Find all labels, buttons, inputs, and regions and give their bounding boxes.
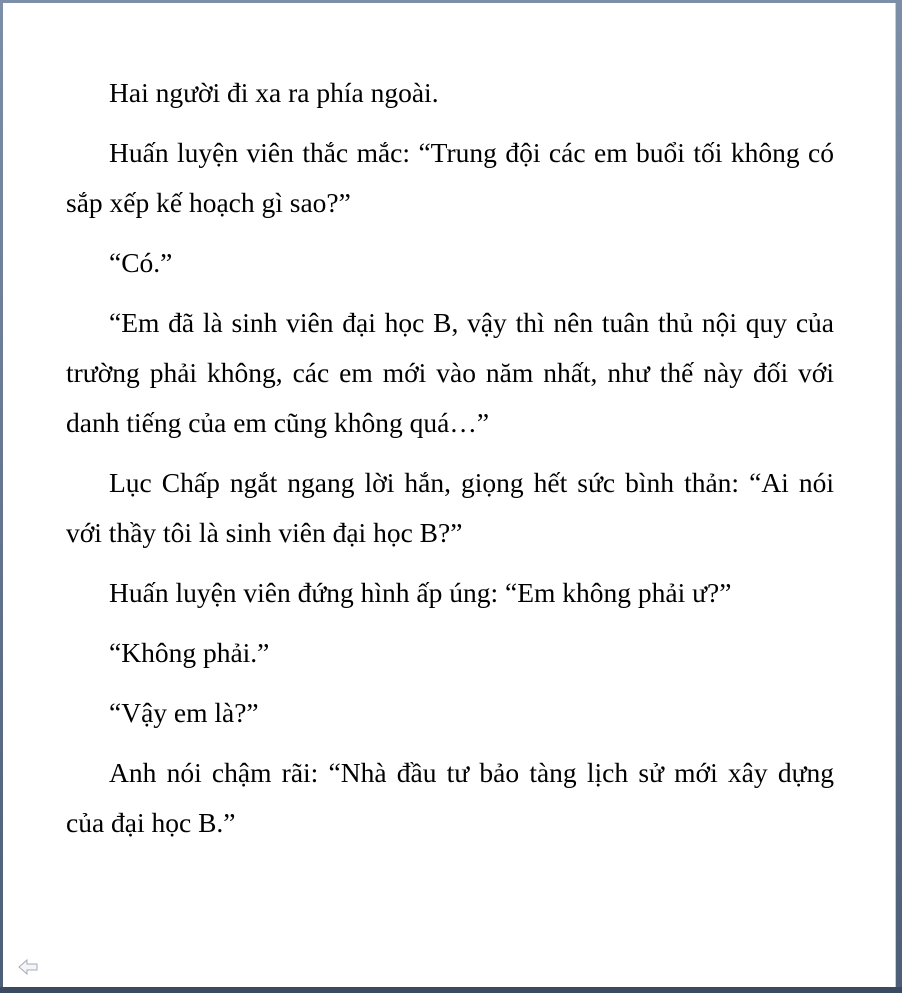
document-page — [3, 3, 896, 987]
paragraph: “Có.” — [109, 247, 173, 278]
document-body — [66, 68, 834, 858]
paragraph: Hai người đi xa ra phía ngoài. — [109, 77, 439, 108]
window-bottom-border — [0, 987, 902, 993]
paragraph: Huấn luyện viên thắc mắc: “Trung đội các em buổi tối không có sắp xếp kế hoạch gì sao?” — [66, 137, 834, 218]
paragraph: “Không phải.” — [109, 637, 270, 668]
paragraph: “Vậy em là?” — [109, 697, 259, 728]
paragraph: Huấn luyện viên đứng hình ấp úng: “Em không phải ư?” — [109, 577, 732, 608]
paragraph: “Em đã là sinh viên đại học B, vậy thì nên tuân thủ nội quy của trường phải không, các em mới vào năm nhất, như thế này đối với danh tiếng của em cũng không quá…” — [66, 307, 834, 438]
paragraph: Lục Chấp ngắt ngang lời hắn, giọng hết sức bình thản: “Ai nói với thầy tôi là sinh viên đại học B?” — [66, 467, 834, 548]
back-arrow-icon[interactable] — [17, 958, 39, 976]
paragraph: Anh nói chậm rãi: “Nhà đầu tư bảo tàng lịch sử mới xây dựng của đại học B.” — [66, 757, 834, 838]
